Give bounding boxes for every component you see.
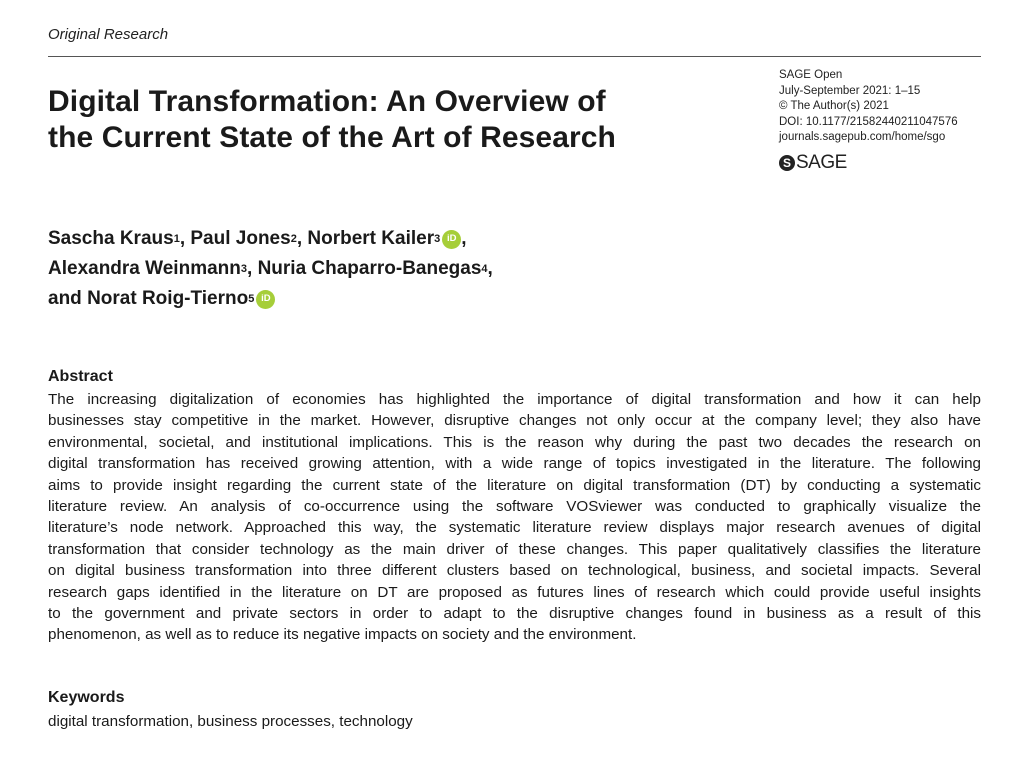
- separator: ,: [296, 228, 308, 249]
- copyright: © The Author(s) 2021: [779, 100, 889, 113]
- journal-url[interactable]: journals.sagepub.com/home/sgo: [779, 131, 946, 144]
- article-type-label: Original Research: [48, 26, 169, 43]
- author-name: Norat Roig-Tierno: [87, 288, 249, 309]
- abstract-line: on digital business transformation into three different clusters based on technological, business, and societal impacts. Several: [48, 562, 981, 580]
- abstract-line: transformation that consider technology as the main driver of these changes. This paper qualitatively classifies the literature: [48, 540, 981, 558]
- abstract-line: literature’s node network. Approached this way, the systematic literature review displays major research avenues of digital: [48, 519, 981, 537]
- abstract-line: research gaps identified in the literature on DT are proposed as futures lines of research which could provide useful insights: [48, 583, 981, 601]
- abstract-line: environmental, societal, and institutional implications. This is the reason why during the past two decades the research on: [48, 433, 981, 451]
- title-line: the Current State of the Art of Research: [48, 121, 616, 154]
- author-line: Sascha Kraus 1 , Paul Jones 2 , Norbert Kailer 3 iD ,: [48, 224, 493, 254]
- author-name: Paul Jones: [190, 228, 291, 249]
- abstract-line: literature review. An analysis of co-occurrence using the software VOSviewer was conducted to graphically visualize the: [48, 498, 981, 516]
- author-name: Alexandra Weinmann: [48, 258, 241, 279]
- keywords-heading: Keywords: [48, 689, 125, 706]
- author-line: and Norat Roig-Tierno 5 iD: [48, 284, 493, 314]
- conjunction: and: [48, 288, 88, 309]
- issue-info: July-September 2021: 1–15: [779, 84, 921, 97]
- author-line: Alexandra Weinmann 3 , Nuria Chaparro-Banegas 4 ,: [48, 254, 493, 284]
- abstract-line: businesses stay competitive in the market. However, disruptive changes not only occur at the company level; they also have: [48, 412, 981, 430]
- separator: ,: [461, 228, 467, 249]
- keywords-list: digital transformation, business processes, technology: [48, 713, 413, 730]
- journal-metadata: [779, 68, 958, 146]
- abstract-line: to the government and private sectors in order to adapt to the disruptive changes found in business as a result of this: [48, 605, 981, 623]
- abstract-line: phenomenon, as well as to reduce its negative impacts on society and the environment.: [48, 626, 637, 644]
- abstract-line: digital transformation has received growing attention, with a wide range of topics investigated in the literature. The following: [48, 455, 981, 473]
- abstract-heading: Abstract: [48, 368, 113, 385]
- abstract-line: aims to provide insight regarding the current state of the literature on digital transformation (DT) by conducting a systematic: [48, 476, 981, 494]
- header-divider: [48, 56, 981, 57]
- author-name: Sascha Kraus: [48, 228, 174, 249]
- author-name: Norbert Kailer: [307, 228, 435, 249]
- author-list: [48, 224, 493, 314]
- separator: ,: [179, 228, 191, 249]
- abstract-line: The increasing digitalization of economies has highlighted the importance of digital transformation and how it can help: [48, 391, 981, 408]
- journal-name: SAGE Open: [779, 69, 843, 81]
- separator: ,: [487, 258, 493, 279]
- author-name: Nuria Chaparro-Banegas: [257, 258, 482, 279]
- article-title: [48, 84, 728, 156]
- title-line: Digital Transformation: An Overview of: [48, 85, 606, 118]
- orcid-icon[interactable]: iD: [442, 230, 461, 249]
- sage-logo: [779, 152, 847, 174]
- sage-logo-text: SAGE: [796, 152, 847, 173]
- sage-logo-icon: S: [779, 155, 795, 171]
- separator: ,: [247, 258, 258, 279]
- doi[interactable]: DOI: 10.1177/21582440211047576: [779, 115, 958, 128]
- orcid-icon[interactable]: iD: [256, 290, 275, 309]
- abstract-body: [48, 389, 981, 646]
